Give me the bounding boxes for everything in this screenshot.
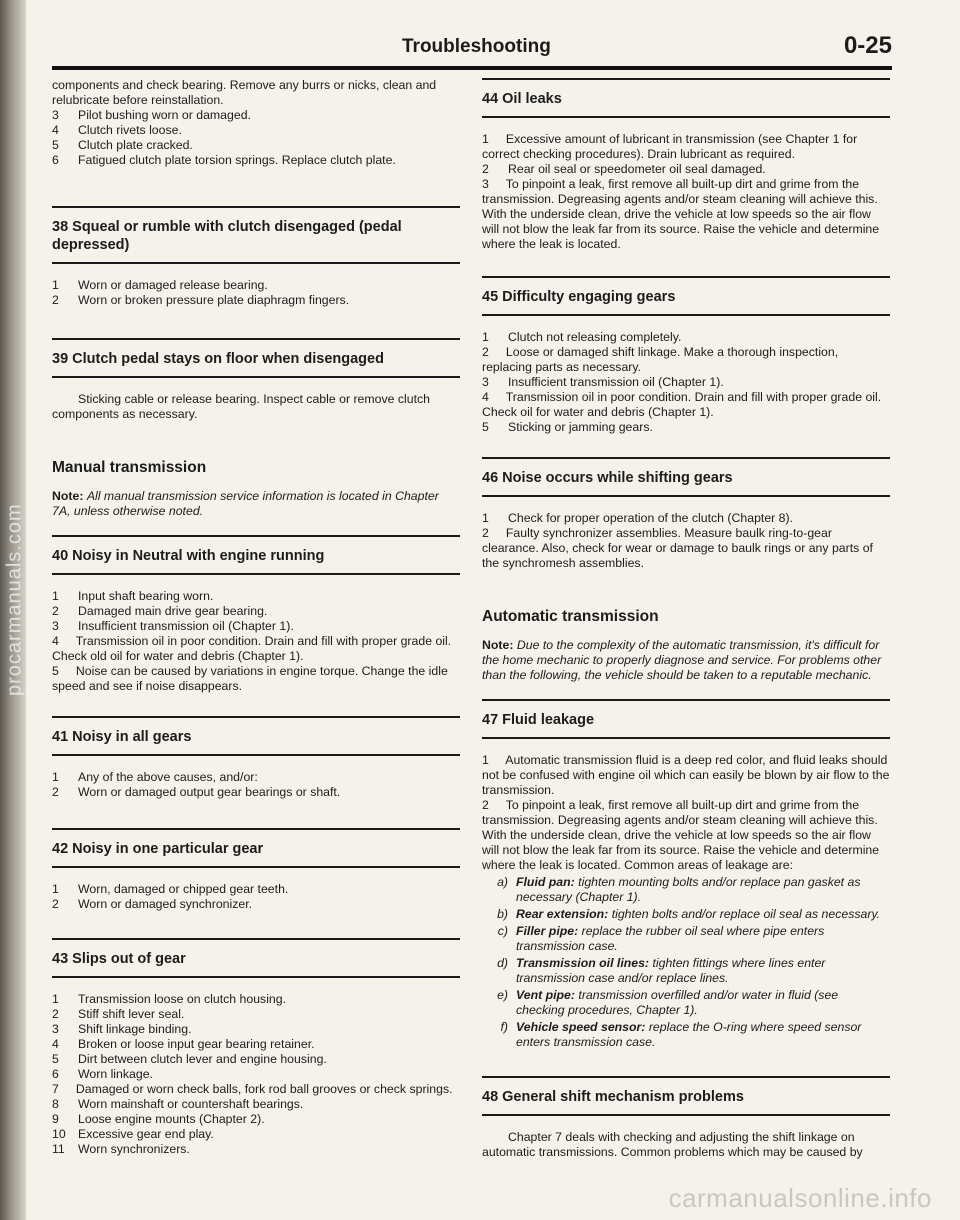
list-item: 1 Clutch not releasing completely. xyxy=(482,330,682,344)
list-item: 7 Damaged or worn check balls, fork rod ball grooves or check springs. xyxy=(52,1082,453,1096)
list-item: 2 To pinpoint a leak, first remove all built-up dirt and grime from the transmission. Degreasing agents and/or steam cleaning will achieve this. With the underside clean, drive the vehicle at low speeds so the air flow will not blow the leak far from its source. Raise the vehicle and determine where the leak is located. Common areas of leakage are: xyxy=(482,798,883,872)
page-title: Troubleshooting xyxy=(402,36,551,57)
header-rule xyxy=(52,66,892,70)
list-item: 11 Worn synchronizers. xyxy=(52,1142,190,1156)
list-item: 10 Excessive gear end play. xyxy=(52,1127,214,1141)
list-item: 5 Clutch plate cracked. xyxy=(52,138,193,152)
sub-item: d) Transmission oil lines: tighten fittings where lines enter transmission case and/or replace lines. xyxy=(497,956,826,985)
major-heading-manual: Manual transmission xyxy=(52,459,207,476)
left-column xyxy=(52,78,460,1157)
list-item: 1 Check for proper operation of the clutch (Chapter 8). xyxy=(482,511,794,525)
list-item: 5 Noise can be caused by variations in engine torque. Change the idle speed and see if noise disappears. xyxy=(52,664,452,693)
list-item: 3 Insufficient transmission oil (Chapter 1). xyxy=(52,619,294,633)
sub-item: a) Fluid pan: tighten mounting bolts and/or replace pan gasket as necessary (Chapter 1). xyxy=(497,875,861,904)
list-item: 5 Dirt between clutch lever and engine housing. xyxy=(52,1052,327,1066)
list-item: 2 Worn or broken pressure plate diaphragm fingers. xyxy=(52,293,350,307)
list-item: 1 Transmission loose on clutch housing. xyxy=(52,992,287,1006)
list-item: 4 Transmission oil in poor condition. Drain and fill with proper grade oil. Check oil for water and debris (Chapter 1). xyxy=(482,390,885,419)
list-item: 1 Input shaft bearing worn. xyxy=(52,589,214,603)
list-item: 9 Loose engine mounts (Chapter 2). xyxy=(52,1112,265,1126)
list-item: 4 Transmission oil in poor condition. Drain and fill with proper grade oil. Check old oil for water and debris (Chapter 1). xyxy=(52,634,455,663)
list-item: 3 To pinpoint a leak, first remove all built-up dirt and grime from the transmission. Degreasing agents and/or steam cleaning will achieve this. With the underside clean, drive the vehicle at low speeds so the air flow will not blow the leak far from its source. Raise the vehicle and determine where the leak is located. xyxy=(482,177,883,251)
section-48 xyxy=(482,1076,890,1160)
list-item: 1 Any of the above causes, and/or: xyxy=(52,770,258,784)
section-41 xyxy=(52,716,460,800)
list-item: 2 Damaged main drive gear bearing. xyxy=(52,604,268,618)
sub-item: f) Vehicle speed sensor: replace the O-ring where speed sensor enters transmission case. xyxy=(500,1020,862,1049)
list-item: 1 Worn or damaged release bearing. xyxy=(52,278,268,292)
right-column xyxy=(482,78,893,1160)
list-item: 4 Clutch rivets loose. xyxy=(52,123,182,137)
section-title: 47 Fluid leakage xyxy=(482,712,595,728)
section-title: 42 Noisy in one particular gear xyxy=(52,841,264,857)
section-body: Sticking cable or release bearing. Inspect cable or remove clutch components as necessary. xyxy=(52,392,431,421)
section-46 xyxy=(482,457,890,571)
section-43 xyxy=(52,938,460,1157)
section-title: 45 Difficulty engaging gears xyxy=(482,289,676,305)
section-title: 41 Noisy in all gears xyxy=(52,729,192,745)
list-item: 6 Fatigued clutch plate torsion springs. Replace clutch plate. xyxy=(52,153,396,167)
list-item: 3 Shift linkage binding. xyxy=(52,1022,192,1036)
section-45 xyxy=(482,276,890,435)
list-item: 2 Worn or damaged output gear bearings or shaft. xyxy=(52,785,341,799)
section-title: 46 Noise occurs while shifting gears xyxy=(482,470,733,486)
section-40 xyxy=(52,535,460,694)
list-item: 1 Excessive amount of lubricant in transmission (see Chapter 1 for correct checking procedures). Drain lubricant as required. xyxy=(482,132,861,161)
list-item: 1 Automatic transmission fluid is a deep red color, and fluid leaks should not be confused with engine oil which can easily be blown by air flow to the transmission. xyxy=(482,753,893,797)
section-title: 39 Clutch pedal stays on floor when disengaged xyxy=(52,351,384,367)
continuation-intro: components and check bearing. Remove any burrs or nicks, clean and relubricate before reinstallation. xyxy=(52,78,437,107)
section-body: Chapter 7 deals with checking and adjusting the shift linkage on automatic transmissions. Common problems which may be caused by xyxy=(482,1130,863,1159)
section-47 xyxy=(482,699,893,1050)
list-item: 2 Stiff shift lever seal. xyxy=(52,1007,185,1021)
automatic-note: Note: Due to the complexity of the automatic transmission, it's difficult for the home mechanic to properly diagnose and service. For problems other than the following, the vehicle should be taken to a reputable mechanic. xyxy=(482,638,882,682)
page-number: 0-25 xyxy=(843,32,892,59)
section-title: 38 Squeal or rumble with clutch disengaged (pedal depressed) xyxy=(52,219,402,253)
section-38 xyxy=(52,206,460,308)
section-44 xyxy=(482,78,890,252)
section-title: 40 Noisy in Neutral with engine running xyxy=(52,548,325,564)
section-39 xyxy=(52,338,460,422)
page-header xyxy=(52,32,892,64)
list-item: 1 Worn, damaged or chipped gear teeth. xyxy=(52,882,289,896)
list-item: 8 Worn mainshaft or countershaft bearings. xyxy=(52,1097,304,1111)
list-item: 6 Worn linkage. xyxy=(52,1067,153,1081)
list-item: 2 Loose or damaged shift linkage. Make a thorough inspection, replacing parts as necessary. xyxy=(482,345,842,374)
list-item: 2 Rear oil seal or speedometer oil seal damaged. xyxy=(482,162,766,176)
sub-item: e) Vent pipe: transmission overfilled and/or water in fluid (see checking procedures, Chapter 1). xyxy=(497,988,839,1017)
section-42 xyxy=(52,828,460,912)
list-item: 5 Sticking or jamming gears. xyxy=(482,420,653,434)
list-item: 2 Faulty synchronizer assemblies. Measure baulk ring-to-gear clearance. Also, check for wear or damage to baulk rings or any parts of the synchromesh assemblies. xyxy=(482,526,877,570)
major-heading-automatic: Automatic transmission xyxy=(482,608,659,625)
list-item: 3 Insufficient transmission oil (Chapter 1). xyxy=(482,375,724,389)
list-item: 2 Worn or damaged synchronizer. xyxy=(52,897,253,911)
side-watermark: procarmanuals.com xyxy=(3,503,26,697)
bottom-watermark: carmanualsonline.info xyxy=(668,1183,932,1213)
section-title: 44 Oil leaks xyxy=(482,91,562,107)
continuation-block xyxy=(52,78,460,168)
manual-note: Note: All manual transmission service information is located in Chapter 7A, unless otherwise noted. xyxy=(52,489,439,518)
section-title: 48 General shift mechanism problems xyxy=(482,1089,744,1105)
section-title: 43 Slips out of gear xyxy=(52,951,186,967)
sub-item: c) Filler pipe: replace the rubber oil seal where pipe enters transmission case. xyxy=(497,924,825,953)
sub-item: b) Rear extension: tighten bolts and/or replace oil seal as necessary. xyxy=(497,907,881,921)
list-item: 4 Broken or loose input gear bearing retainer. xyxy=(52,1037,315,1051)
list-item: 3 Pilot bushing worn or damaged. xyxy=(52,108,251,122)
